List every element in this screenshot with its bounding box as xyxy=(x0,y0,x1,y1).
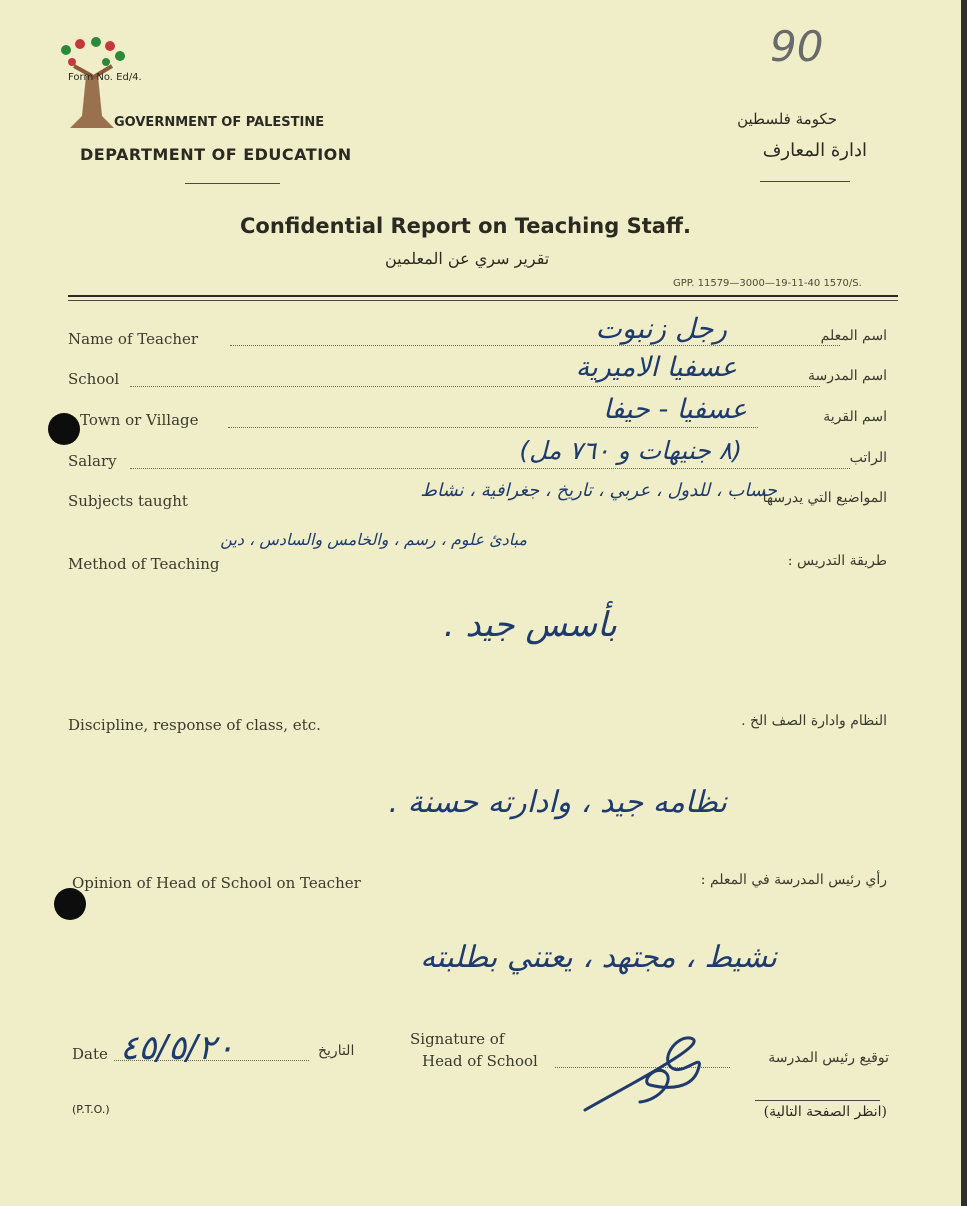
government-heading: GOVERNMENT OF PALESTINE xyxy=(114,115,325,130)
subjects-value-line-2: مبادئ علوم ، رسم ، والخامس والسادس ، دين xyxy=(220,530,527,549)
page-number: 90 xyxy=(770,22,824,71)
signature-label-arabic: توقيع رئيس المدرسة xyxy=(768,1050,889,1066)
report-title-arabic: تقرير سري عن المعلمين xyxy=(385,249,550,268)
town-label-arabic: اسم القرية xyxy=(823,409,887,425)
pto-underline xyxy=(755,1100,880,1101)
method-label: Method of Teaching xyxy=(68,555,220,573)
report-title: Confidential Report on Teaching Staff. xyxy=(240,214,691,238)
name-label-arabic: اسم المعلم xyxy=(820,328,887,344)
school-value: عسفيا الاميرية xyxy=(575,352,737,383)
salary-label: Salary xyxy=(68,452,117,470)
name-value: رجل زنبوت xyxy=(595,312,727,345)
arabic-department-heading: ادارة المعارف xyxy=(762,140,867,161)
signature-label-line-2: Head of School xyxy=(422,1052,538,1070)
punch-hole-top xyxy=(48,413,80,445)
date-label: Date xyxy=(72,1045,108,1063)
school-dotted-line xyxy=(130,386,820,387)
discipline-label: Discipline, response of class, etc. xyxy=(68,716,321,734)
date-label-arabic: التاريخ xyxy=(318,1043,355,1059)
subjects-value-line-1: حساب ، للدول ، عربي ، تاريخ ، جغرافية ، نشاط xyxy=(420,480,777,501)
signature-label-line-1: Signature of xyxy=(410,1030,505,1048)
date-value: ٤٥/٥/٢٠ xyxy=(120,1028,235,1068)
method-value: بأسس جيد . xyxy=(443,605,617,645)
form-number: Form No. Ed/4. xyxy=(68,72,142,83)
header-divider-left xyxy=(185,183,280,184)
print-code: GPP. 11579—3000—19-11-40 1570/S. xyxy=(673,278,862,289)
title-rule-thin xyxy=(68,300,898,301)
header-divider-right xyxy=(760,181,850,182)
salary-dotted-line xyxy=(130,468,850,469)
town-label: Town or Village xyxy=(80,411,199,429)
subjects-label: Subjects taught xyxy=(68,492,188,510)
discipline-value: نظامه جيد ، وادارته حسنة . xyxy=(388,785,727,820)
page-edge xyxy=(961,0,967,1206)
method-label-arabic: طريقة التدريس : xyxy=(787,553,887,569)
subjects-label-arabic: المواضيع التي يدرسها xyxy=(762,490,887,506)
school-label: School xyxy=(68,370,120,388)
pto-note-arabic: (انظر الصفحة التالية) xyxy=(763,1104,887,1120)
salary-label-arabic: الراتب xyxy=(849,450,887,466)
punch-hole-bottom xyxy=(54,888,86,920)
name-dotted-line xyxy=(230,345,840,346)
opinion-label-arabic: رأي رئيس المدرسة في المعلم : xyxy=(700,872,887,888)
signature-mark xyxy=(580,1030,720,1115)
arabic-government-heading: حكومة فلسطين xyxy=(737,110,837,128)
opinion-label: Opinion of Head of School on Teacher xyxy=(72,874,361,892)
name-label: Name of Teacher xyxy=(68,330,199,348)
department-heading: DEPARTMENT OF EDUCATION xyxy=(80,145,352,164)
title-rule-thick xyxy=(68,295,898,297)
opinion-value: نشيط ، مجتهد ، يعتني بطلبته xyxy=(420,940,777,975)
town-value: عسفيا - حيفا xyxy=(603,394,747,425)
pto-note: (P.T.O.) xyxy=(72,1103,110,1116)
town-dotted-line xyxy=(228,427,758,428)
salary-value: (٨ جنيهات و ٧٦٠ مل) xyxy=(519,436,742,465)
discipline-label-arabic: النظام وادارة الصف الخ . xyxy=(741,713,887,729)
school-label-arabic: اسم المدرسة xyxy=(808,368,887,384)
